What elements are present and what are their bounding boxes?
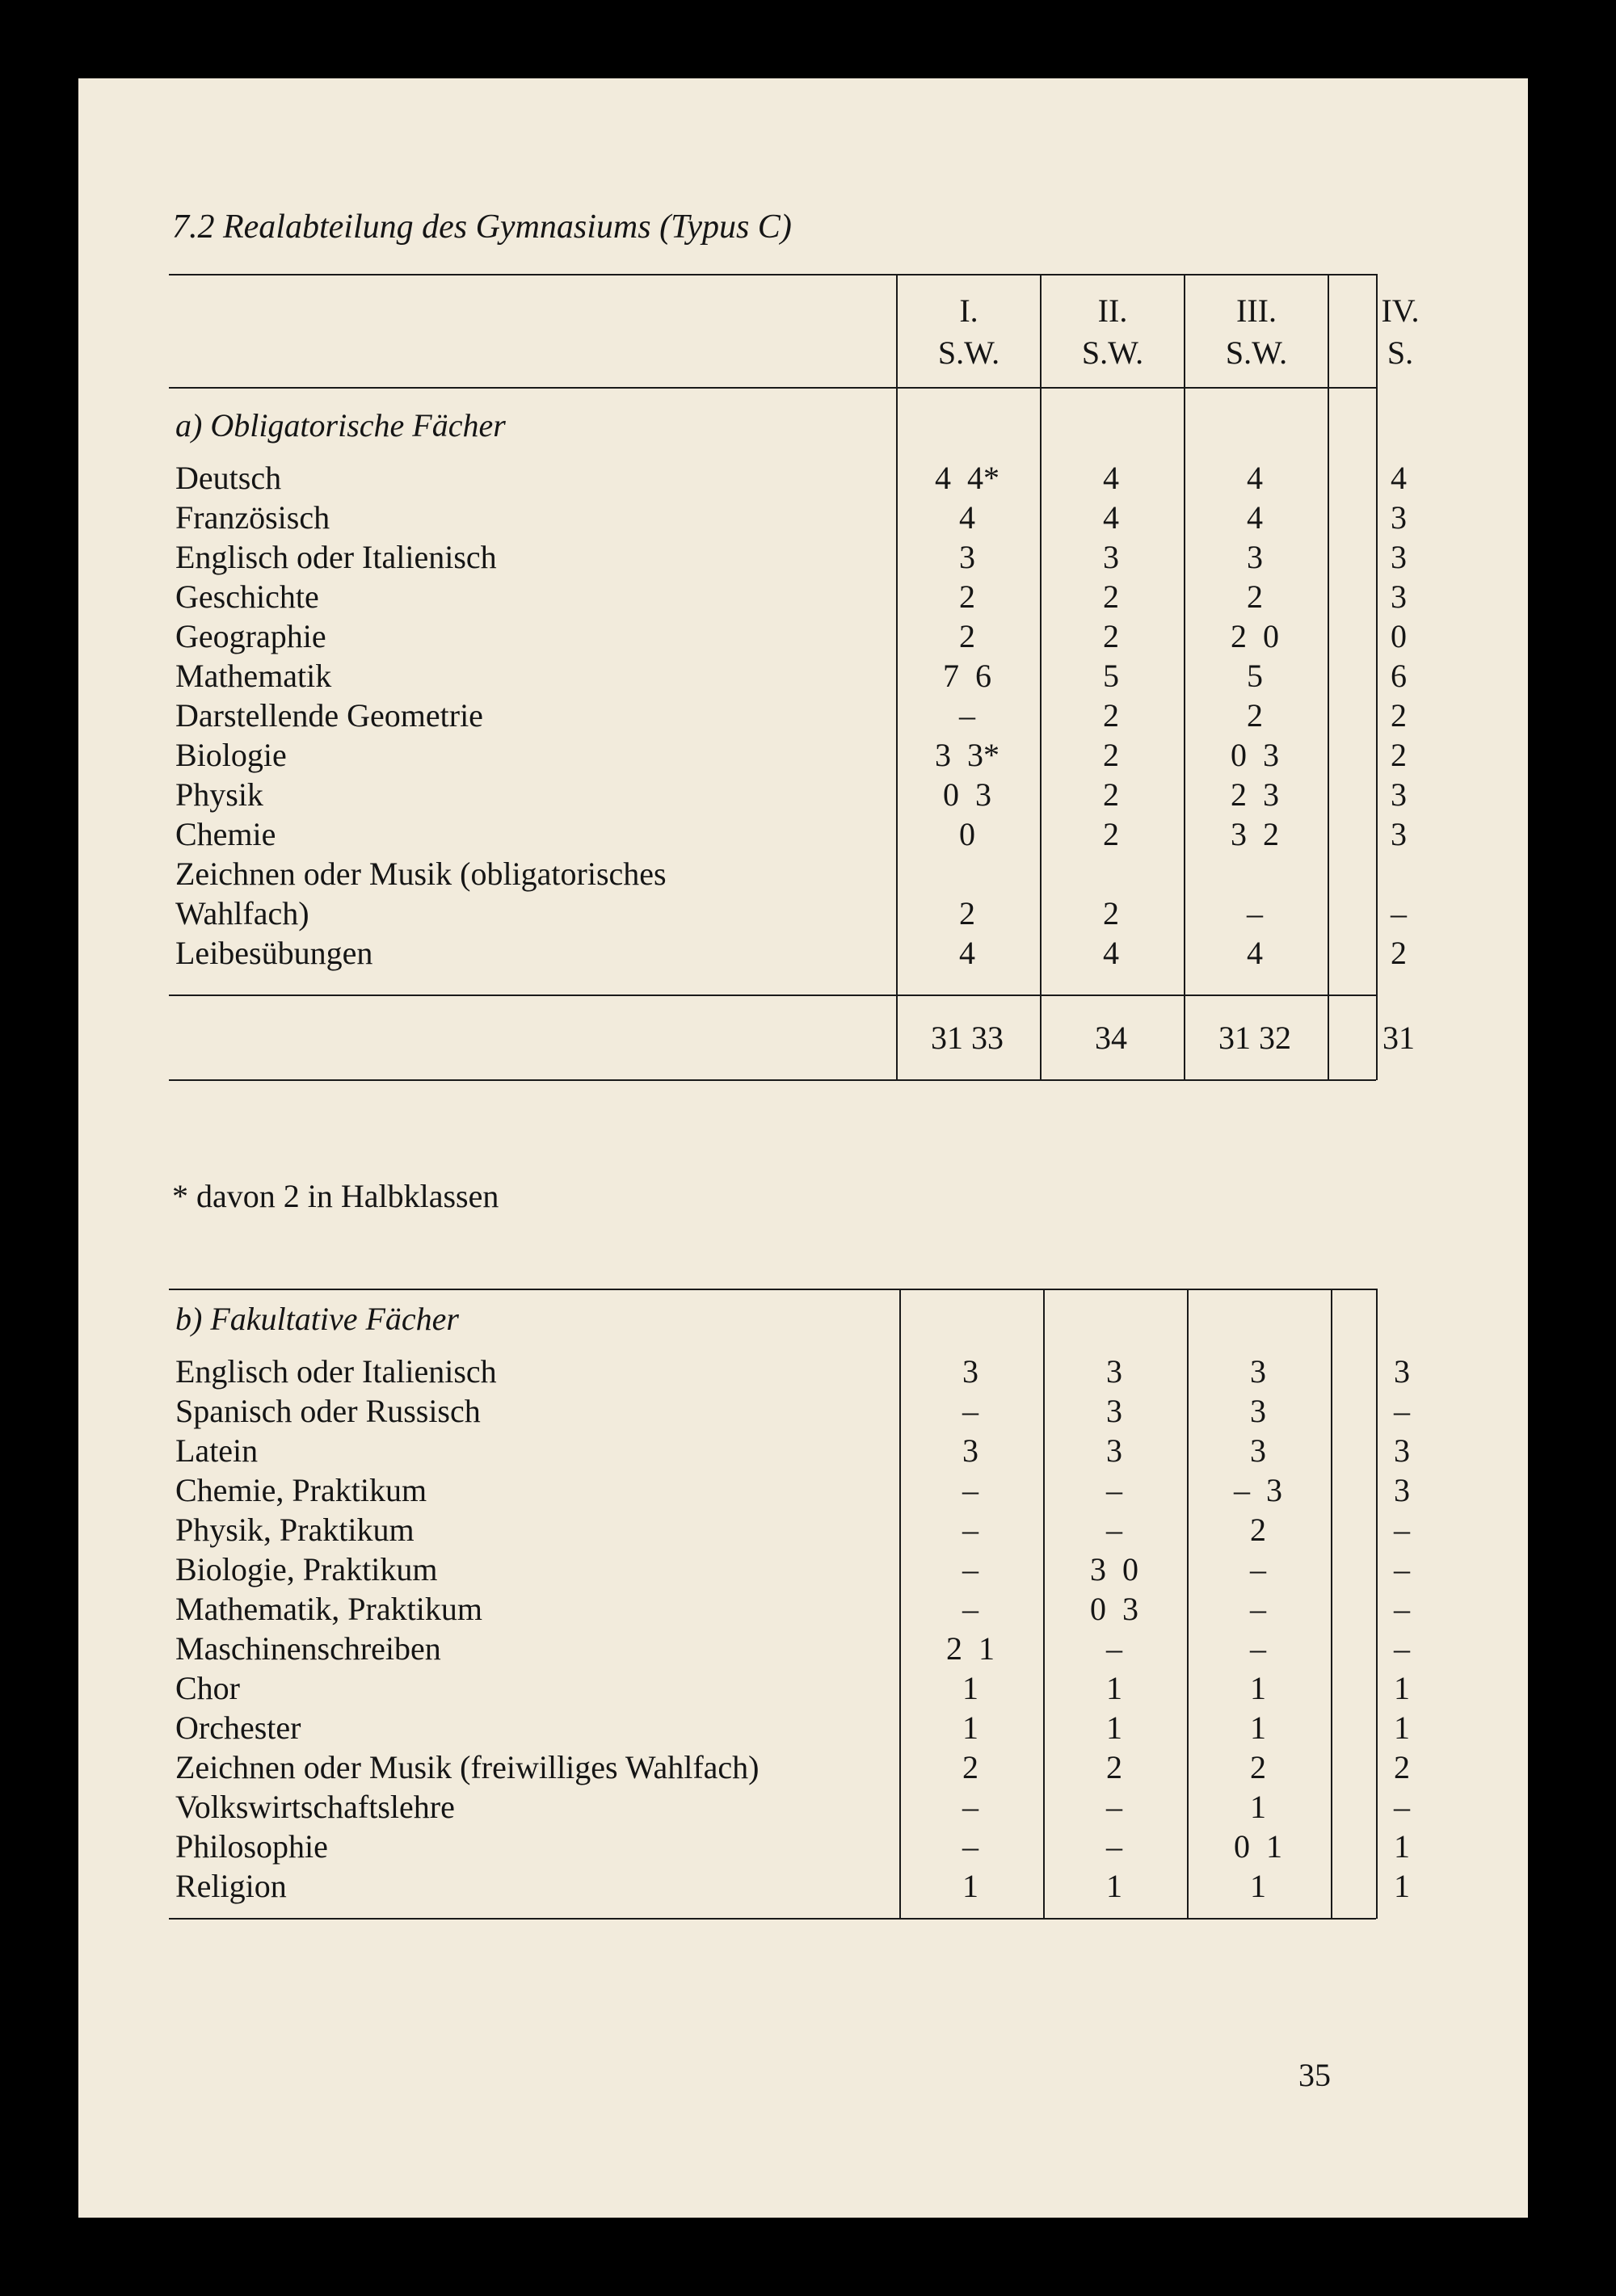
hours-cell: 1: [962, 1709, 978, 1746]
hours-cell: 1: [1106, 1868, 1122, 1904]
subject-label: Latein: [175, 1432, 259, 1469]
hours-cell: 4: [1247, 499, 1263, 536]
table-row: [169, 1827, 1462, 1866]
column-header-unit: S.W.: [1225, 334, 1288, 371]
hours-cell: –: [962, 1551, 978, 1587]
hours-cell: 3: [1247, 539, 1263, 575]
hours-cell: 2: [959, 578, 975, 615]
hours-cell: 2: [1103, 895, 1119, 931]
hours-cell: –: [1250, 1551, 1266, 1587]
hours-cell: 1: [1250, 1868, 1266, 1904]
hours-cell: 4: [1247, 935, 1263, 971]
hours-cell: 3: [1106, 1393, 1122, 1429]
subject-label: Zeichnen oder Musik (freiwilliges Wahlfach): [175, 1749, 760, 1785]
subject-label: Geschichte: [175, 578, 319, 615]
subject-label: Geographie: [175, 618, 326, 654]
subject-label: Französisch: [175, 499, 330, 536]
table-row: [169, 1470, 1462, 1510]
table-row: [169, 1431, 1462, 1470]
subject-label: Spanisch oder Russisch: [175, 1393, 481, 1429]
hours-cell: –: [962, 1789, 978, 1825]
hours-cell: 2: [1391, 935, 1407, 971]
hours-cell: 3: [962, 1353, 978, 1390]
hours-cell: 2: [1106, 1749, 1122, 1785]
hours-cell: 2: [1247, 697, 1263, 734]
hours-cell: 2 3: [1231, 776, 1279, 813]
hours-cell: 2: [962, 1749, 978, 1785]
table-top-rule: [169, 1289, 1376, 1290]
column-header-roman: III.: [1236, 292, 1277, 329]
hours-cell: 4: [1247, 460, 1263, 496]
hours-cell: –: [1394, 1789, 1410, 1825]
footnote: * davon 2 in Halbklassen: [172, 1178, 499, 1214]
hours-cell: 0: [959, 816, 975, 852]
table-top-rule: [169, 274, 1376, 275]
hours-cell: 3: [959, 539, 975, 575]
hours-cell: 1: [1394, 1868, 1410, 1904]
hours-cell: 0 3: [1090, 1591, 1138, 1627]
hours-cell: 1: [1394, 1828, 1410, 1865]
column-header-ii: [1042, 290, 1184, 374]
hours-cell: –: [1394, 1393, 1410, 1429]
hours-cell: 3: [1250, 1432, 1266, 1469]
hours-cell: 3: [1391, 539, 1407, 575]
hours-cell: 2: [959, 895, 975, 931]
subject-label: Religion: [175, 1868, 287, 1904]
hours-cell: –: [1394, 1591, 1410, 1627]
subject-label: Biologie, Praktikum: [175, 1551, 438, 1587]
column-header-roman: IV.: [1381, 292, 1420, 329]
table-row: [169, 1629, 1462, 1668]
column-header-i: [898, 290, 1040, 374]
total-cell: 31 32: [1218, 1020, 1291, 1056]
table-row: [169, 1391, 1462, 1431]
subject-label: Deutsch: [175, 460, 282, 496]
hours-cell: –: [962, 1828, 978, 1865]
hours-cell: 3: [1391, 816, 1407, 852]
page-number: 35: [1298, 2057, 1331, 2093]
hours-cell: 0 3: [1231, 737, 1279, 773]
table-row: [169, 1352, 1462, 1391]
hours-cell: 3: [1394, 1432, 1410, 1469]
hours-cell: 4: [959, 935, 975, 971]
hours-cell: 4: [1103, 460, 1119, 496]
obligatory-rows: [169, 458, 1462, 973]
table-bottom-rule: [169, 1918, 1376, 1920]
subject-label: Leibesübungen: [175, 935, 373, 971]
column-header-iii: [1185, 290, 1328, 374]
hours-cell: 2: [1103, 618, 1119, 654]
hours-cell: 3: [1391, 499, 1407, 536]
totals-rule: [169, 995, 1376, 996]
subject-label: Physik, Praktikum: [175, 1512, 415, 1548]
subject-label: Orchester: [175, 1709, 301, 1746]
column-header-roman: I.: [959, 292, 978, 329]
table-row: [169, 1747, 1462, 1787]
hours-cell: 1: [1250, 1789, 1266, 1825]
subject-label: Chemie: [175, 816, 276, 852]
hours-cell: –: [1394, 1630, 1410, 1667]
table-row: [169, 498, 1462, 537]
hours-cell: 2: [1103, 697, 1119, 734]
hours-cell: 2: [1250, 1749, 1266, 1785]
hours-cell: 3: [1394, 1472, 1410, 1508]
hours-cell: 2: [1391, 737, 1407, 773]
hours-cell: 1: [962, 1670, 978, 1706]
hours-cell: –: [1391, 895, 1407, 931]
header-rule: [169, 387, 1376, 389]
hours-cell: 1: [962, 1868, 978, 1904]
table-row: [169, 1668, 1462, 1708]
hours-cell: –: [959, 697, 975, 734]
optional-subjects-table: [169, 1289, 1462, 1919]
section-title: 7.2 Realabteilung des Gymnasiums (Typus C): [172, 208, 792, 246]
hours-cell: 3: [1391, 578, 1407, 615]
hours-cell: 2: [1250, 1512, 1266, 1548]
hours-cell: –: [1106, 1472, 1122, 1508]
table-row: [169, 814, 1462, 854]
hours-cell: 2: [959, 618, 975, 654]
hours-cell: 2: [1103, 776, 1119, 813]
subject-label: Mathematik: [175, 658, 332, 694]
section-heading-obligatory: a) Obligatorische Fächer: [175, 407, 506, 444]
total-cell: 31 33: [931, 1020, 1004, 1056]
hours-cell: 3: [1106, 1353, 1122, 1390]
table-bottom-rule: [169, 1079, 1376, 1081]
table-row: [169, 1708, 1462, 1747]
hours-cell: 2: [1247, 578, 1263, 615]
subject-label: Zeichnen oder Musik (obligatorisches Wahlfach): [175, 856, 667, 931]
table-row: [169, 537, 1462, 577]
hours-cell: –: [1394, 1512, 1410, 1548]
subject-label: Maschinenschreiben: [175, 1630, 441, 1667]
book-page: [78, 78, 1528, 2218]
hours-cell: 2 0: [1231, 618, 1279, 654]
hours-cell: –: [1394, 1551, 1410, 1587]
table-row: [169, 1866, 1462, 1906]
hours-cell: –: [1250, 1630, 1266, 1667]
hours-cell: 0 1: [1234, 1828, 1282, 1865]
hours-cell: 1: [1250, 1709, 1266, 1746]
table-row: [169, 1510, 1462, 1550]
hours-cell: 4 4*: [935, 460, 999, 496]
hours-cell: – 3: [1234, 1472, 1282, 1508]
subject-label: Englisch oder Italienisch: [175, 539, 497, 575]
column-header-unit: S.: [1387, 334, 1414, 371]
total-cell: 34: [1095, 1020, 1127, 1056]
hours-cell: 2: [1394, 1749, 1410, 1785]
table-row: [169, 1550, 1462, 1589]
hours-cell: 1: [1106, 1670, 1122, 1706]
column-header-iv: [1329, 290, 1471, 374]
table-row: [169, 775, 1462, 814]
hours-cell: –: [962, 1591, 978, 1627]
table-row: [169, 656, 1462, 696]
hours-cell: 4: [1103, 499, 1119, 536]
subject-label: Englisch oder Italienisch: [175, 1353, 497, 1390]
subject-label: Chemie, Praktikum: [175, 1472, 427, 1508]
table-row: [169, 854, 1462, 933]
hours-cell: 3 3*: [935, 737, 999, 773]
table-row: [169, 1589, 1462, 1629]
hours-cell: –: [962, 1472, 978, 1508]
hours-cell: 4: [1391, 460, 1407, 496]
table-row: [169, 577, 1462, 616]
hours-cell: 3: [962, 1432, 978, 1469]
hours-cell: 1: [1394, 1670, 1410, 1706]
subject-label: Philosophie: [175, 1828, 328, 1865]
hours-cell: 5: [1247, 658, 1263, 694]
total-cell: 31: [1382, 1020, 1415, 1056]
hours-cell: 2: [1103, 737, 1119, 773]
hours-cell: 2: [1103, 816, 1119, 852]
table-row: [169, 933, 1462, 973]
hours-cell: 2: [1391, 697, 1407, 734]
hours-cell: –: [1106, 1789, 1122, 1825]
hours-cell: 0 3: [943, 776, 991, 813]
hours-cell: 3: [1250, 1353, 1266, 1390]
hours-cell: 6: [1391, 658, 1407, 694]
table-row: [169, 1787, 1462, 1827]
obligatory-subjects-table: [169, 274, 1462, 1080]
hours-cell: –: [1106, 1630, 1122, 1667]
subject-label: Biologie: [175, 737, 287, 773]
hours-cell: –: [962, 1512, 978, 1548]
hours-cell: 3: [1391, 776, 1407, 813]
hours-cell: 3: [1250, 1393, 1266, 1429]
hours-cell: –: [1106, 1512, 1122, 1548]
hours-cell: 3: [1106, 1432, 1122, 1469]
column-header-roman: II.: [1097, 292, 1128, 329]
hours-cell: –: [1247, 895, 1263, 931]
subject-label: Physik: [175, 776, 263, 813]
table-row: [169, 458, 1462, 498]
hours-cell: 3: [1394, 1353, 1410, 1390]
table-row: [169, 735, 1462, 775]
hours-cell: 0: [1391, 618, 1407, 654]
section-heading-optional: b) Fakultative Fächer: [175, 1301, 459, 1337]
hours-cell: –: [962, 1393, 978, 1429]
hours-cell: 4: [959, 499, 975, 536]
hours-cell: 1: [1106, 1709, 1122, 1746]
hours-cell: 5: [1103, 658, 1119, 694]
hours-cell: 2 1: [946, 1630, 995, 1667]
hours-cell: 7 6: [943, 658, 991, 694]
subject-label: Darstellende Geometrie: [175, 697, 483, 734]
hours-cell: –: [1250, 1591, 1266, 1627]
hours-cell: 3: [1103, 539, 1119, 575]
hours-cell: –: [1106, 1828, 1122, 1865]
hours-cell: 1: [1394, 1709, 1410, 1746]
subject-label: Mathematik, Praktikum: [175, 1591, 482, 1627]
hours-cell: 2: [1103, 578, 1119, 615]
column-header-unit: S.W.: [937, 334, 1000, 371]
hours-cell: 3 2: [1231, 816, 1279, 852]
subject-label: Chor: [175, 1670, 240, 1706]
table-row: [169, 696, 1462, 735]
hours-cell: 3 0: [1090, 1551, 1138, 1587]
column-header-unit: S.W.: [1081, 334, 1144, 371]
subject-label: Volkswirtschaftslehre: [175, 1789, 455, 1825]
hours-cell: 4: [1103, 935, 1119, 971]
table-row: [169, 616, 1462, 656]
hours-cell: 1: [1250, 1670, 1266, 1706]
optional-rows: [169, 1352, 1462, 1906]
